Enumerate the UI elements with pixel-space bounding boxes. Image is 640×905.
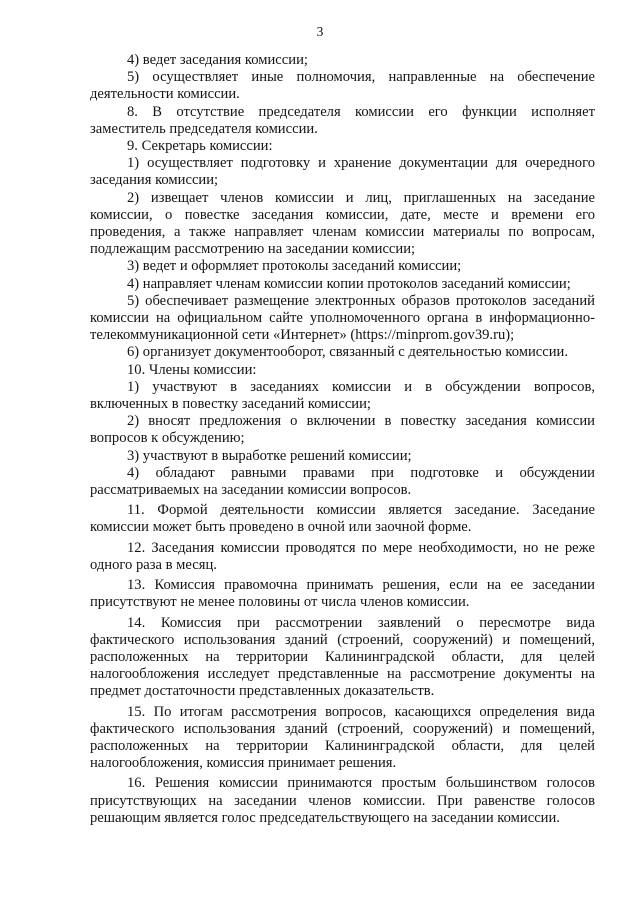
paragraph-4-chair-meetings: 4) ведет заседания комиссии; bbox=[127, 52, 308, 68]
paragraph-11: 11. Формой деятельности комиссии является заседание. Заседание комиссии может быть проведено в очной или заочной форме. bbox=[90, 502, 595, 536]
paragraph-16: 16. Решения комиссии принимаются простым большинством голосов присутствующих на заседании членов комиссии. При равенстве голосов решающим является голос председательствующего на заседании комиссии. bbox=[90, 775, 595, 826]
paragraph-secretary-item-2: 2) извещает членов комиссии и лиц, приглашенных на заседание комиссии, о повестке заседания комиссии, дате, месте и времени его проведения, а также направляет членам комиссии материалы по вопросам, подлежащим рассмотрению на заседании комиссии; bbox=[90, 189, 595, 258]
paragraph-10-members-heading: 10. Члены комиссии: bbox=[127, 361, 257, 378]
paragraph-members-item-4: 4) обладают равными правами при подготовке и обсуждении рассматриваемых на заседании комиссии вопросов. bbox=[90, 464, 595, 499]
paragraph-secretary-item-1: 1) осуществляет подготовку и хранение документации для очередного заседания комиссии; bbox=[90, 155, 595, 189]
paragraph-secretary-item-4: 4) направляет членам комиссии копии протоколов заседаний комиссии; bbox=[127, 275, 571, 292]
paragraph-5-chair-other-powers: 5) осуществляет иные полномочия, направленные на обеспечение деятельности комиссии. bbox=[90, 69, 595, 103]
paragraph-15: 15. По итогам рассмотрения вопросов, касающихся определения вида фактического использования зданий (строений, сооружений) и помещений, расположенных на территории Калининградской области, для целей налогообложения, комиссия принимает решения. bbox=[90, 703, 595, 772]
paragraph-12: 12. Заседания комиссии проводятся по мере необходимости, но не реже одного раза в месяц. bbox=[90, 539, 595, 573]
paragraph-secretary-item-5: 5) обеспечивает размещение электронных образов протоколов заседаний комиссии на официальном сайте уполномоченного органа в информационно-телекоммуникационной сети «Интернет» (https://minprom.gov39.ru); bbox=[90, 292, 595, 344]
paragraph-members-item-2: 2) вносят предложения о включении в повестку заседания комиссии вопросов к обсуждению; bbox=[90, 413, 595, 447]
page-number: 3 bbox=[316, 24, 324, 39]
paragraph-14: 14. Комиссия при рассмотрении заявлений о пересмотре вида фактического использования зданий (строений, сооружений) и помещений, расположенных на территории Калининградской области, для целей налогообложения исследует представленные на рассмотрение документы на предмет достаточности представленных доказательств. bbox=[90, 614, 595, 700]
paragraph-9-secretary-heading: 9. Секретарь комиссии: bbox=[127, 138, 273, 155]
paragraph-13: 13. Комиссия правомочна принимать решения, если на ее заседании присутствуют не менее половины от числа членов комиссии. bbox=[90, 577, 595, 611]
document-body bbox=[90, 52, 595, 827]
paragraph-8-deputy-chair: 8. В отсутствие председателя комиссии его функции исполняет заместитель председателя комиссии. bbox=[90, 103, 595, 137]
paragraph-secretary-item-3: 3) ведет и оформляет протоколы заседаний комиссии; bbox=[127, 258, 462, 275]
paragraph-members-item-1: 1) участвуют в заседаниях комиссии и в обсуждении вопросов, включенных в повестку заседаний комиссии; bbox=[90, 378, 595, 413]
paragraph-secretary-item-6: 6) организует документооборот, связанный с деятельностью комиссии. bbox=[127, 344, 568, 361]
paragraph-members-item-3: 3) участвуют в выработке решений комиссии; bbox=[127, 447, 412, 464]
